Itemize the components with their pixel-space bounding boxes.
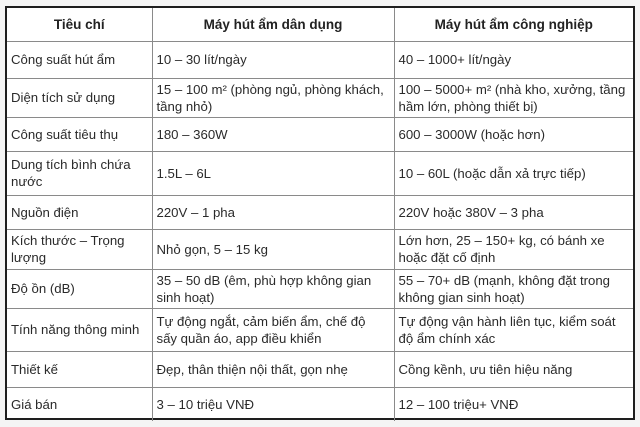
comparison-table [7, 8, 633, 421]
header-industrial: Máy hút ẩm công nghiệp [394, 8, 633, 41]
cell-industrial: Lớn hơn, 25 – 150+ kg, có bánh xe hoặc đặt cố định [394, 229, 633, 269]
cell-industrial: Tự động vận hành liên tục, kiểm soát độ ẩm chính xác [394, 308, 633, 351]
cell-industrial: 220V hoặc 380V – 3 pha [394, 195, 633, 229]
cell-criterion: Dung tích bình chứa nước [7, 151, 152, 195]
cell-industrial: 12 – 100 triệu+ VNĐ [394, 387, 633, 421]
cell-household: Nhỏ gọn, 5 – 15 kg [152, 229, 394, 269]
header-household: Máy hút ẩm dân dụng [152, 8, 394, 41]
cell-criterion: Công suất hút ẩm [7, 41, 152, 78]
table-row [7, 195, 633, 229]
cell-household: 220V – 1 pha [152, 195, 394, 229]
cell-criterion: Tính năng thông minh [7, 308, 152, 351]
table-row [7, 151, 633, 195]
cell-criterion: Công suất tiêu thụ [7, 117, 152, 151]
cell-industrial: 600 – 3000W (hoặc hơn) [394, 117, 633, 151]
cell-criterion: Diện tích sử dụng [7, 78, 152, 117]
cell-industrial: 10 – 60L (hoặc dẫn xả trực tiếp) [394, 151, 633, 195]
cell-criterion: Nguồn điện [7, 195, 152, 229]
table-row [7, 117, 633, 151]
comparison-table-container [5, 6, 635, 420]
cell-household: 1.5L – 6L [152, 151, 394, 195]
header-criterion: Tiêu chí [7, 8, 152, 41]
cell-industrial: Cồng kềnh, ưu tiên hiệu năng [394, 351, 633, 387]
table-header-row [7, 8, 633, 41]
table-row [7, 229, 633, 269]
cell-household: Đẹp, thân thiện nội thất, gọn nhẹ [152, 351, 394, 387]
cell-household: 180 – 360W [152, 117, 394, 151]
cell-criterion: Độ ồn (dB) [7, 269, 152, 308]
table-row [7, 351, 633, 387]
cell-criterion: Kích thước – Trọng lượng [7, 229, 152, 269]
cell-household: 15 – 100 m² (phòng ngủ, phòng khách, tầng nhỏ) [152, 78, 394, 117]
table-row [7, 387, 633, 421]
cell-household: 10 – 30 lít/ngày [152, 41, 394, 78]
cell-industrial: 40 – 1000+ lít/ngày [394, 41, 633, 78]
table-row [7, 41, 633, 78]
table-row [7, 78, 633, 117]
cell-household: 3 – 10 triệu VNĐ [152, 387, 394, 421]
cell-industrial: 55 – 70+ dB (mạnh, không đặt trong không gian sinh hoạt) [394, 269, 633, 308]
cell-household: 35 – 50 dB (êm, phù hợp không gian sinh hoạt) [152, 269, 394, 308]
cell-household: Tự động ngắt, cảm biến ẩm, chế độ sấy quần áo, app điều khiển [152, 308, 394, 351]
cell-criterion: Thiết kế [7, 351, 152, 387]
cell-industrial: 100 – 5000+ m² (nhà kho, xưởng, tầng hầm lớn, phòng thiết bị) [394, 78, 633, 117]
cell-criterion: Giá bán [7, 387, 152, 421]
table-row [7, 269, 633, 308]
table-row [7, 308, 633, 351]
